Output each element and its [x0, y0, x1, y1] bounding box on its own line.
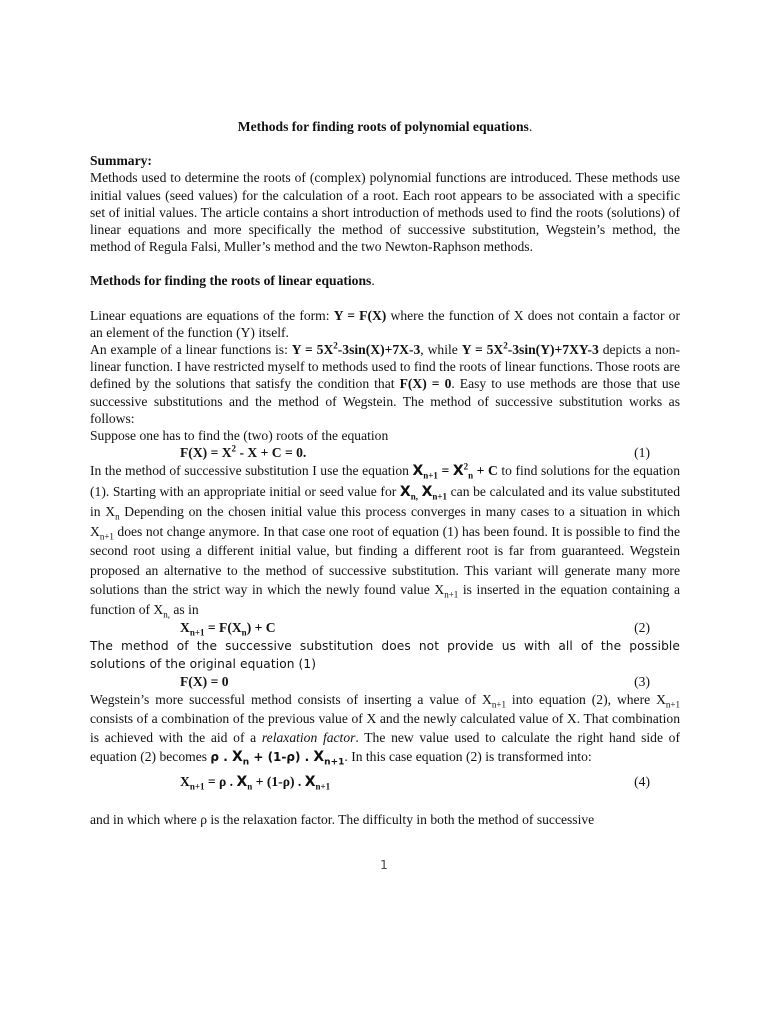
- page-number: 1: [380, 858, 388, 872]
- section-heading-linear: Methods for finding the roots of linear equations.: [90, 273, 375, 289]
- paragraph-not-all-solutions: The method of the successive substitution does not provide us with all of the possible solutions of the original equation (1): [90, 638, 680, 671]
- equation-number: (3): [634, 673, 650, 689]
- equation-4: $X_{n+1} = \rho$ . $X_n + (1-\rho)$ . $X_{n+1}$ (4): [180, 773, 650, 792]
- summary-heading: Summary:: [90, 153, 152, 169]
- equation-1: $F(X) = X^2 - X + C = 0$. (1): [180, 443, 650, 461]
- paragraph-linear-example: An example of a linear functions is: $Y = 5X^2-3\sin(X)+7X-3$, while $Y = 5X^2-3\sin(Y)+7XY-3$ depicts a non-linear function. I have restricted myself to methods used to find the roots of linear functions. Those roots are defined by the solutions that satisfy the condition that F(X) = 0. Easy to use methods are those that use successive substitutions and the method of Wegstein. The method of successive substitution works as follows:: [90, 340, 681, 426]
- paragraph-relaxation: and in which where ρ is the relaxation factor. The difficulty in both the method of successive: [90, 812, 595, 828]
- page-title: Methods for finding roots of polynomial equations.: [237, 119, 533, 134]
- paragraph-wegstein: Wegstein’s more successful method consists of inserting a value of $X_{n+1}$ into equation (2), where $X_{n+1}$ consists of a combination of the previous value of X and the newly calculated value of X. That combination is achieved with the aid of a relaxation factor. The new value used to calculate the right hand side of equation (2) becomes ρ . $X_n + (1-\rho)$ . $X_{n+1}$. In this case equation (2) is transformed into:: [90, 691, 681, 768]
- equation-number: (4): [634, 773, 650, 789]
- equation-number: (1): [634, 445, 650, 461]
- equation-3: F(X) = 0 (3): [180, 673, 650, 689]
- paragraph-successive-substitution: In the method of successive substitution I use the equation $X_{n+1} = X^2_n + C$ to find solutions for the equation (1). Starting with an appropriate initial or seed value for $X_{n,}$ $X_{n+1}$ can be calculated and its value substituted in $X_n$ Depending on the chosen initial value this process converges in many cases to a situation in which $X_{n+1}$ does not change anymore. In that case one root of equation (1) has been found. It is possible to find the second root using a different initial value, but finding a different root is far from guaranteed. Wegstein proposed an alternative to the method of successive substitution. This variant will generate many more solutions than the strict way in which the newly found value $X_{n+1}$ is inserted in the equation containing a function of $X_{n,}$ as in: [90, 461, 681, 620]
- paragraph-suppose: Suppose one has to find the (two) roots of the equation: [90, 428, 389, 444]
- equation-number: (2): [634, 620, 650, 636]
- paragraph-linear-definition: Linear equations are equations of the form: Y = F(X) where the function of X does not contain a factor or an element of the function (Y) itself.: [90, 307, 680, 340]
- summary-paragraph: Methods used to determine the roots of (complex) polynomial functions are introduced. These methods use initial values (seed values) for the calculation of a root. Each root appears to be associated with a specific set of initial values. The article contains a short introduction of methods used to find the roots (solutions) of linear equations and more specifically the method of successive substitution, Wegstein’s method, the method of Regula Falsi, Muller’s method and the two Newton-Raphson methods.: [90, 170, 680, 255]
- document-page: [90, 118, 680, 828]
- equation-2: $X_{n+1} = F(X_n) + C$ (2): [180, 620, 650, 639]
